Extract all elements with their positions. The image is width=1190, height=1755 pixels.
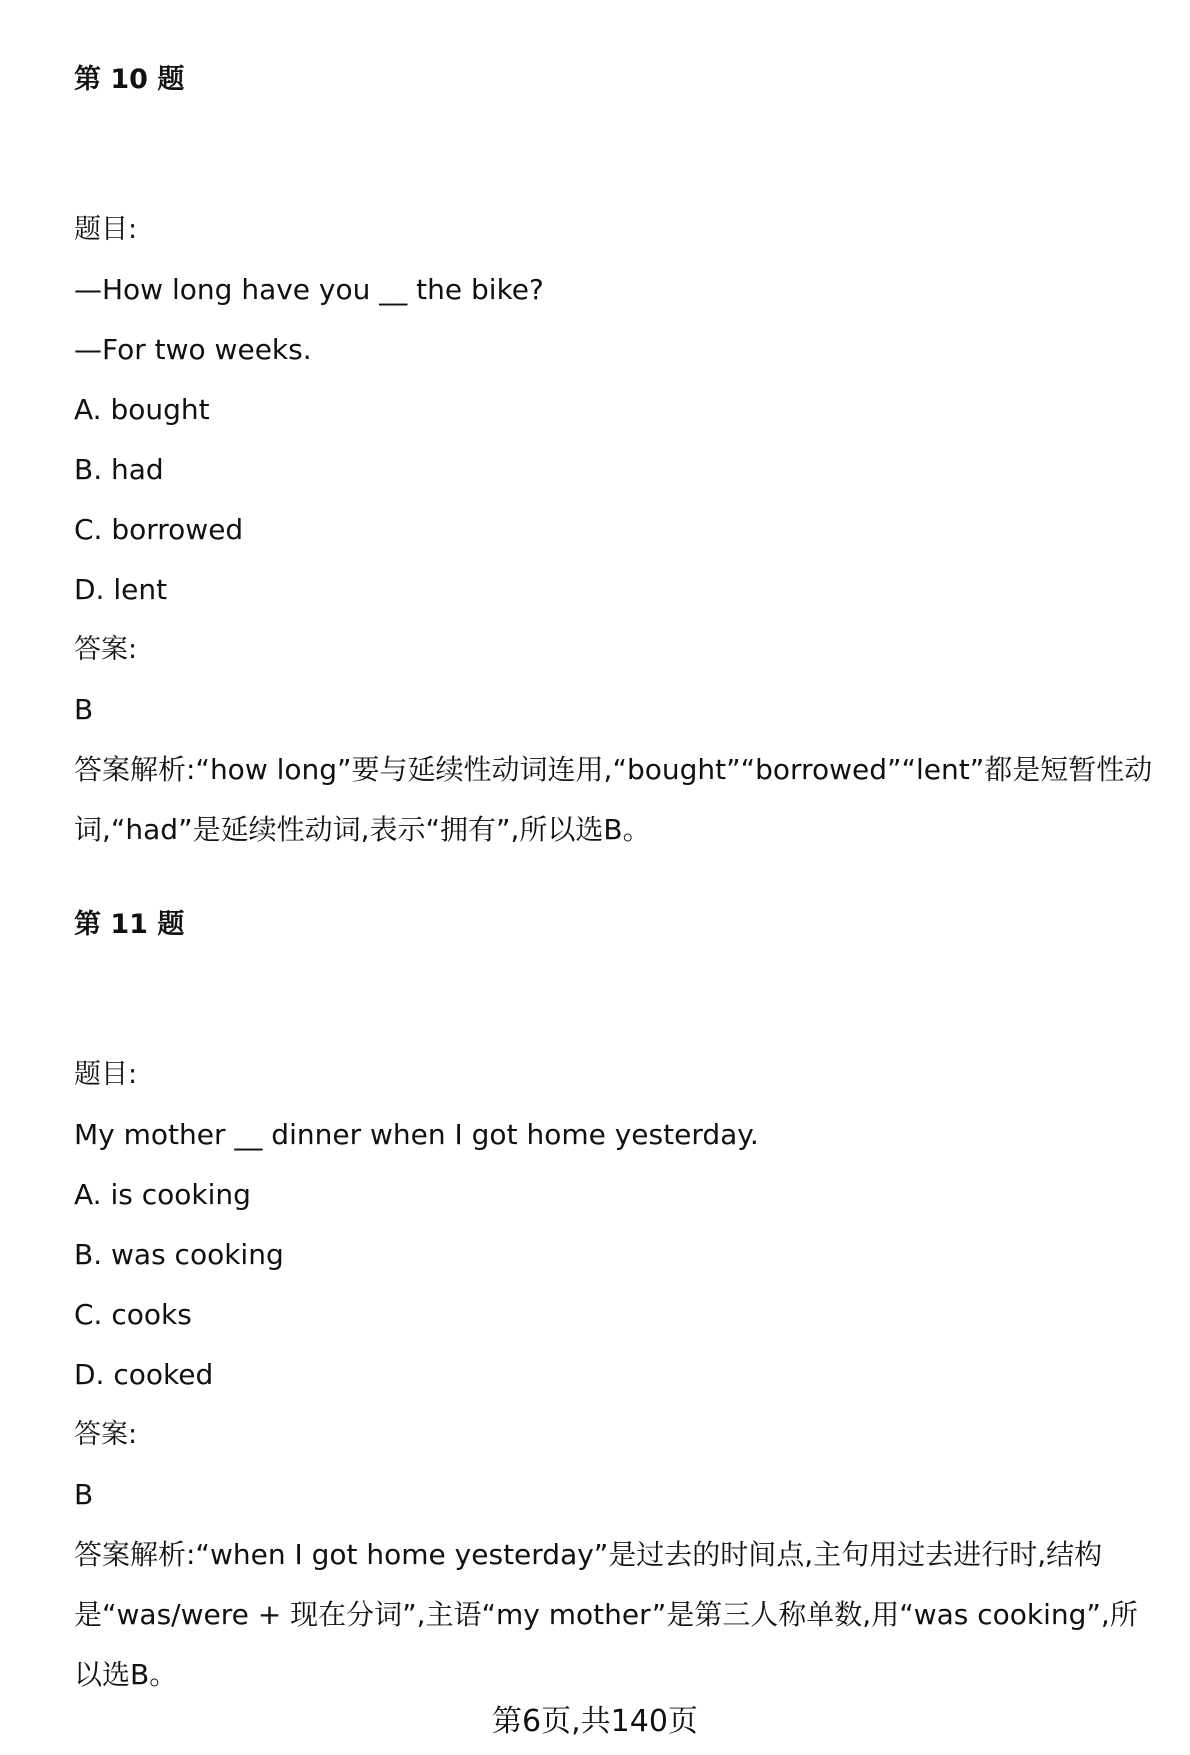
stem-line: —For two weeks. [74,333,312,366]
answer-analysis: 答案解析:“how long”要与延续性动词连用,“bought”“borrowed”“lent”都是短暂性动词,“had”是延续性动词,表示“拥有”,所以选B。 [74,753,1153,846]
page-indicator: 第6页,共140页 [492,1704,698,1739]
option-d: D. cooked [74,1358,214,1391]
option-c: C. cooks [74,1298,192,1331]
answer-label: 答案: [74,634,138,665]
question-heading: 第 10 题 [74,64,185,95]
stem-line: My mother __ dinner when I got home yesterday. [74,1118,759,1151]
option-a: A. bought [74,393,210,426]
spacer [74,945,1154,1055]
answer-analysis: 答案解析:“when I got home yesterday”是过去的时间点,主句用过去进行时,结构是“was/were + 现在分词”,主语“my mother”是第三人称单数,用“was cooking”,所以选B。 [74,1538,1138,1691]
option-b: B. was cooking [74,1238,284,1271]
spacer [74,100,1154,210]
option-a: A. is cooking [74,1178,251,1211]
stem-label: 题目: [74,214,138,245]
stem-line: —How long have you __ the bike? [74,273,544,306]
stem-label: 题目: [74,1059,138,1090]
answer-value: B [74,1478,94,1511]
option-c: C. borrowed [74,513,244,546]
option-d: D. lent [74,573,168,606]
question-11 [74,905,1154,1705]
question-heading: 第 11 题 [74,909,185,940]
answer-value: B [74,693,94,726]
answer-label: 答案: [74,1419,138,1450]
question-10 [74,60,1154,860]
option-b: B. had [74,453,164,486]
